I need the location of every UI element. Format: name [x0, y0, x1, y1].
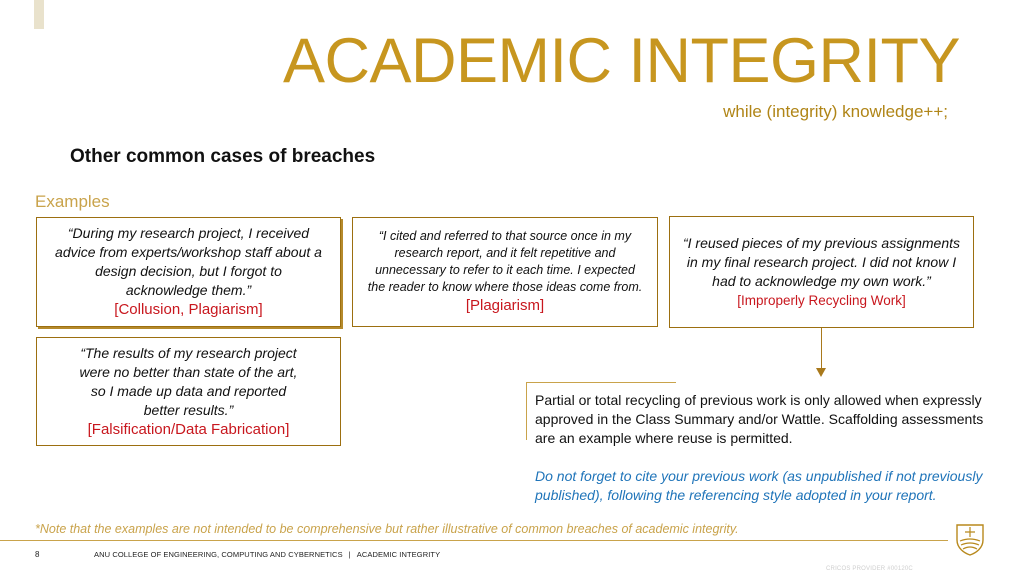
- section-heading: Other common cases of breaches: [70, 146, 376, 167]
- slide-title: ACADEMIC INTEGRITY: [282, 26, 960, 96]
- connector-line: [821, 328, 822, 370]
- anu-crest-icon: [955, 522, 985, 556]
- example-quote: “I cited and referred to that source once in my research report, and it felt repetitive and unnecessary to refer to it each time. I expected the reader to know where those ideas come from.: [367, 229, 643, 294]
- example-card-plagiarism: [352, 217, 658, 327]
- footer-topic: ACADEMIC INTEGRITY: [356, 550, 441, 559]
- footer-college: ANU COLLEGE OF ENGINEERING, COMPUTING AND CYBERNETICS: [94, 550, 343, 559]
- example-quote: “I reused pieces of my previous assignments in my final research project. I did not know I had to acknowledge my own work.”: [682, 234, 960, 289]
- breach-tag: [Plagiarism]: [465, 297, 545, 314]
- example-quote: “During my research project, I received advice from experts/workshop staff about a design decision, but I forgot to acknowledge them.”: [55, 225, 322, 298]
- footer-separator: |: [348, 550, 351, 559]
- breach-tag: [Collusion, Plagiarism]: [114, 301, 263, 318]
- callout-border-top: [526, 382, 676, 383]
- page-number: 8: [35, 550, 40, 559]
- cricos-provider: CRICOS PROVIDER #00120C: [826, 566, 913, 572]
- example-card-fabrication: [36, 337, 341, 446]
- example-quote: “The results of my research project were no better than state of the art, so I made up data and reported better results.”: [79, 344, 298, 418]
- citation-reminder: Do not forget to cite your previous work (as unpublished if not previously published), following the referencing style adopted in your report.: [535, 468, 983, 503]
- footnote: *Note that the examples are not intended to be comprehensive but rather illustrative of common breaches of academic integrity.: [35, 522, 739, 536]
- slide-subtitle: while (integrity) knowledge++;: [723, 102, 948, 121]
- breach-tag: [Falsification/Data Fabrication]: [87, 420, 290, 438]
- corner-accent-tab: [34, 0, 44, 29]
- footer-divider: [0, 540, 948, 541]
- example-card-collusion: [36, 217, 341, 327]
- footer-caption: [94, 550, 440, 559]
- recycling-policy-text: Partial or total recycling of previous work is only allowed when expressly approved in the Class Summary and/or Wattle. Scaffolding assessments are an example where reuse is permitted.: [535, 392, 984, 446]
- examples-label: Examples: [35, 192, 110, 211]
- breach-tag: [Improperly Recycling Work]: [737, 292, 906, 308]
- example-card-recycling: [669, 216, 974, 328]
- arrow-down-icon: [816, 368, 826, 377]
- callout-border-left: [526, 382, 527, 440]
